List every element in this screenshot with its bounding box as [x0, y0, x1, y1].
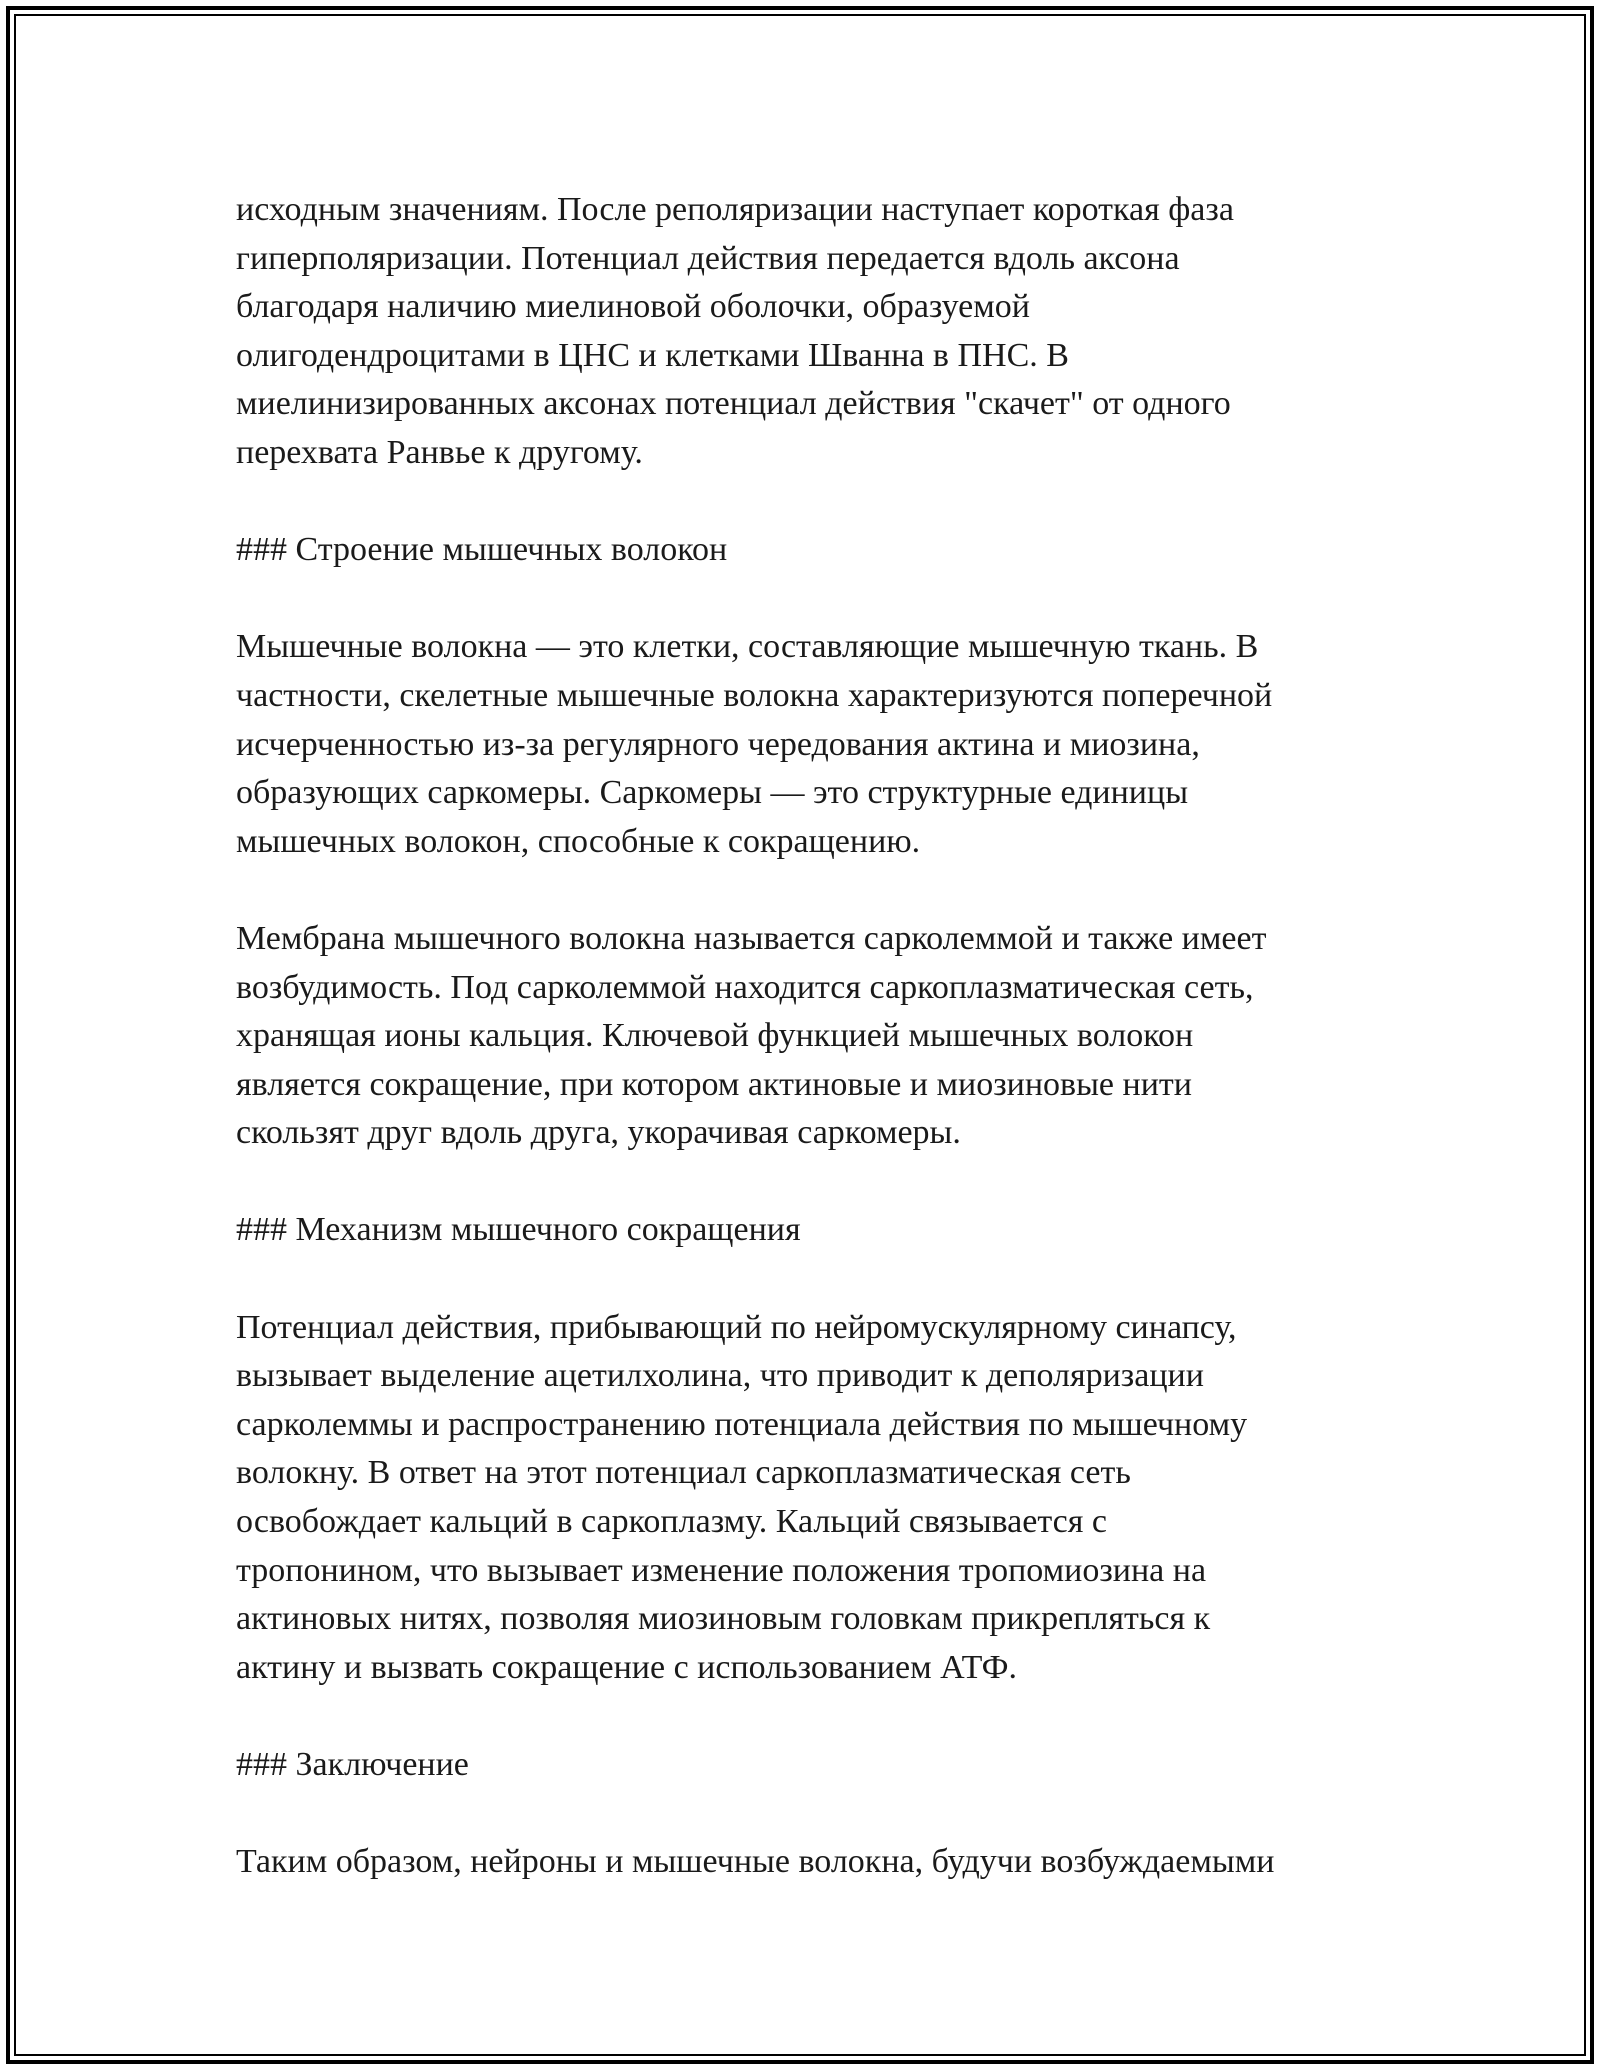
heading-text: ### Заключение: [236, 1746, 469, 1783]
text-line: актину и вызвать сокращение с использованием АТФ.: [236, 1648, 1018, 1686]
paragraph-muscle-fibers: [236, 623, 1376, 866]
paragraph-contraction-mechanism: [236, 1304, 1376, 1693]
text-line: тропонином, что вызывает изменение положения тропомиозина на: [236, 1551, 1207, 1589]
heading-text: ### Строение мышечных волокон: [236, 531, 728, 569]
text-line: перехвата Ранвье к другому.: [236, 433, 643, 471]
text-line: миелинизированных аксонах потенциал действия "скачет" от одного: [236, 385, 1231, 423]
text-line: актиновых нитях, позволяя миозиновым головкам прикрепляться к: [236, 1600, 1211, 1638]
section-heading-conclusion: [236, 1741, 1376, 1790]
text-line: частности, скелетные мышечные волокна характеризуются поперечной: [236, 676, 1273, 714]
section-heading-muscle-fiber-structure: [236, 526, 1376, 575]
text-line: Таким образом, нейроны и мышечные волокна, будучи возбуждаемыми: [236, 1843, 1275, 1881]
document-body: [236, 186, 1376, 1887]
paragraph-conclusion: [236, 1838, 1376, 1887]
text-line: скользят друг вдоль друга, укорачивая саркомеры.: [236, 1114, 961, 1152]
text-line: исходным значениям. После реполяризации наступает короткая фаза: [236, 191, 1234, 228]
text-line: хранящая ионы кальция. Ключевой функцией мышечных волокон: [236, 1017, 1194, 1055]
paragraph-axon-conduction: [236, 186, 1376, 478]
text-line: освобождает кальций в саркоплазму. Кальций связывается с: [236, 1503, 1107, 1541]
text-line: образующих саркомеры. Саркомеры — это структурные единицы: [236, 774, 1189, 812]
text-line: гиперполяризации. Потенциал действия передается вдоль аксона: [236, 239, 1180, 277]
text-line: волокну. В ответ на этот потенциал саркоплазматическая сеть: [236, 1454, 1131, 1492]
text-line: Потенциал действия, прибывающий по нейромускулярному синапсу,: [236, 1308, 1237, 1346]
text-line: вызывает выделение ацетилхолина, что приводит к деполяризации: [236, 1357, 1204, 1395]
text-line: возбудимость. Под сарколеммой находится саркоплазматическая сеть,: [236, 968, 1254, 1006]
paragraph-sarcolemma: [236, 915, 1376, 1158]
text-line: исчерченностью из-за регулярного чередования актина и миозина,: [236, 725, 1200, 763]
text-line: сарколеммы и распространению потенциала действия по мышечному: [236, 1405, 1248, 1443]
text-line: мышечных волокон, способные к сокращению.: [236, 822, 921, 860]
heading-text: ### Механизм мышечного сокращения: [236, 1211, 801, 1249]
section-heading-contraction-mechanism: [236, 1206, 1376, 1255]
text-line: благодаря наличию миелиновой оболочки, образуемой: [236, 288, 1030, 326]
text-line: олигодендроцитами в ЦНС и клетками Шванна в ПНС. В: [236, 336, 1069, 374]
text-line: Мышечные волокна — это клетки, составляющие мышечную ткань. В: [236, 628, 1259, 666]
text-line: является сокращение, при котором актиновые и миозиновые нити: [236, 1065, 1192, 1103]
text-line: Мембрана мышечного волокна называется сарколеммой и также имеет: [236, 919, 1267, 957]
